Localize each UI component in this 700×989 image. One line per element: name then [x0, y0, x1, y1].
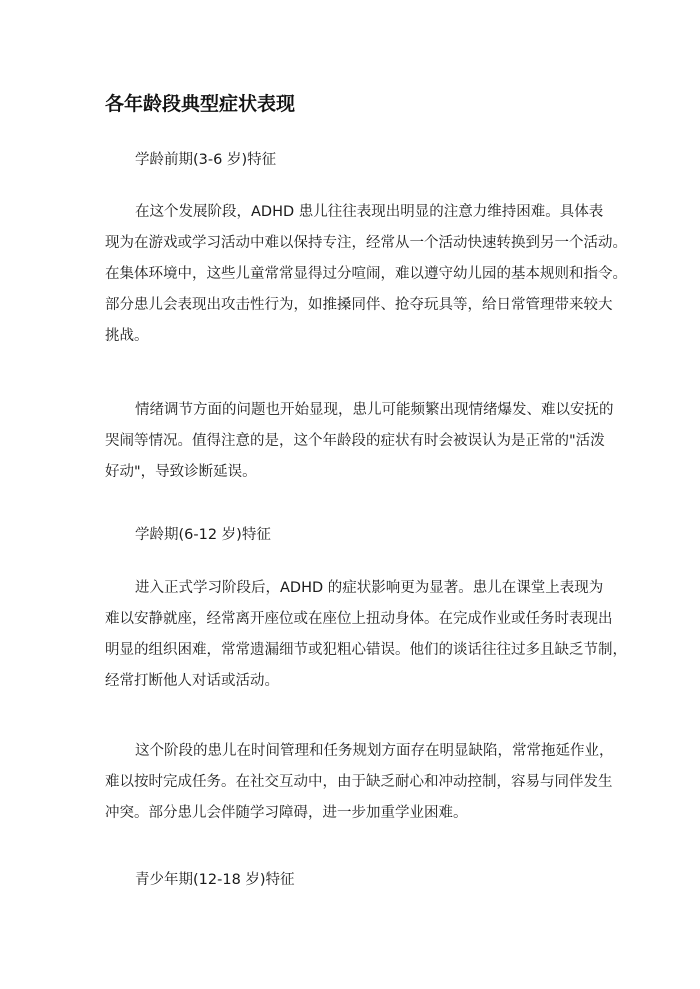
text-line: 挑战。 — [105, 328, 149, 344]
paragraph-school-age-1 — [105, 573, 627, 697]
text-line: 经常打断他人对话或活动。 — [105, 673, 279, 689]
text-line: 现为在游戏或学习活动中难以保持专注，经常从一个活动快速转换到另一个活动。 — [105, 235, 627, 251]
text-line: 这个阶段的患儿在时间管理和任务规划方面存在明显缺陷，常常拖延作业， — [135, 743, 614, 759]
text-line: 哭闹等情况。值得注意的是，这个年龄段的症状有时会被误认为是正常的"活泼 — [105, 433, 605, 449]
section-heading-preschool: 学龄前期(3-6 岁)特征 — [135, 152, 277, 168]
paragraph-school-age-2 — [105, 736, 614, 829]
paragraph-preschool-2 — [105, 395, 614, 488]
text-line: 明显的组织困难，常常遗漏细节或犯粗心错误。他们的谈话往往过多且缺乏节制， — [105, 642, 627, 658]
text-line: 好动"，导致诊断延误。 — [105, 464, 257, 480]
text-line: 难以安静就座，经常离开座位或在座位上扭动身体。在完成作业或任务时表现出 — [105, 611, 613, 627]
text-line: 在集体环境中，这些儿童常常显得过分喧闹，难以遵守幼儿园的基本规则和指令。 — [105, 266, 627, 282]
text-line: 在这个发展阶段，ADHD 患儿往往表现出明显的注意力维持困难。具体表 — [135, 204, 604, 220]
section-heading-adolescence: 青少年期(12-18 岁)特征 — [135, 872, 295, 888]
page-title: 各年龄段典型症状表现 — [105, 93, 296, 115]
text-line: 难以按时完成任务。在社交互动中，由于缺乏耐心和冲动控制，容易与同伴发生 — [105, 774, 613, 790]
section-heading-school-age: 学龄期(6-12 岁)特征 — [135, 527, 271, 543]
text-line: 进入正式学习阶段后，ADHD 的症状影响更为显著。患儿在课堂上表现为 — [135, 580, 604, 596]
paragraph-preschool-1 — [105, 197, 627, 352]
text-line: 情绪调节方面的问题也开始显现，患儿可能频繁出现情绪爆发、难以安抚的 — [135, 402, 614, 418]
text-line: 冲突。部分患儿会伴随学习障碍，进一步加重学业困难。 — [105, 805, 468, 821]
text-line: 部分患儿会表现出攻击性行为，如推搡同伴、抢夺玩具等，给日常管理带来较大 — [105, 297, 613, 313]
